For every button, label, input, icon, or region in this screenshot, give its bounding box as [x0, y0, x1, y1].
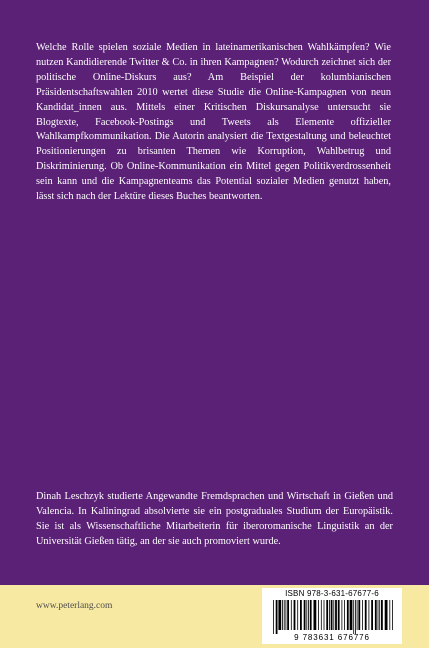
- barcode-bar: [286, 600, 287, 630]
- author-bio: Dinah Leschzyk studierte Angewandte Fremdsprachen und Wirtschaft in Gießen und Valencia. In Kaliningrad absolvierte sie ein postgraduales Studium der Europäistik. Sie ist als Wissenschaftliche Mitarbeiterin für iberoromanische Linguistik an der Universität Gießen tätig, an der sie auch promoviert wurde.: [36, 491, 393, 547]
- barcode-bar: [324, 600, 325, 630]
- barcode-bar: [381, 600, 383, 630]
- barcode-bar: [389, 600, 390, 630]
- publisher-url: www.peterlang.com: [36, 601, 113, 611]
- barcode-bar: [304, 600, 306, 630]
- barcode-bar: [347, 600, 349, 630]
- barcode-bar: [392, 600, 393, 630]
- barcode-bar: [321, 600, 322, 630]
- barcode-bar: [342, 600, 343, 630]
- barcode-bar: [362, 600, 363, 630]
- barcode-bar: [306, 600, 307, 630]
- barcode-bar: [287, 600, 289, 630]
- barcode-bar: [365, 600, 367, 630]
- barcode-bar: [333, 600, 334, 630]
- barcode-bar: [353, 600, 354, 634]
- barcode-bar: [379, 600, 380, 630]
- barcode-bar: [375, 600, 377, 630]
- barcode-bar: [371, 600, 373, 630]
- barcode-bar: [310, 600, 312, 630]
- barcode-bar: [335, 600, 337, 630]
- barcode-bar: [378, 600, 379, 630]
- barcode-bar: [291, 600, 292, 630]
- barcode-bar: [329, 600, 330, 630]
- blurb-text: Welche Rolle spielen soziale Medien in lateinamerikanischen Wahlkämpfen? Wie nutzen Kandidierende Twitter & Co. in ihren Kampagnen? Wodurch zeichnet sich der politische Online-Diskurs aus? Am Beispiel der kolumbianischen Präsidentschaftswahlen 2010 wertet diese Studie die Online-Kampagnen von neun Kandidat_innen aus. Mittels einer Kritischen Diskursanalyse untersucht sie Blogtexte, Facebook-Postings und Tweets als Elemente offizieller Wahlkampfkommunikation. Die Autorin analysiert die Textgestaltung und beleuchtet Positionierungen zu brisanten Themen wie Korruption, Wahlbetrug und Diskriminierung. Ob Online-Kommunikation ein Mittel gegen Politikverdrossenheit sein kann und die Kampagnenteams das Potential sozialer Medien genutzt haben, lässt sich nach der Lektüre dieses Buches beantworten.: [36, 42, 391, 203]
- barcode-bar: [294, 600, 296, 630]
- barcode-bar: [318, 600, 319, 630]
- barcode-bar: [282, 600, 283, 630]
- barcode-icon: [272, 600, 396, 634]
- barcode-bar: [273, 600, 274, 634]
- barcode-bar: [276, 600, 278, 634]
- barcode-bar: [284, 600, 285, 630]
- barcode-bar: [300, 600, 302, 630]
- barcode-bar: [350, 600, 353, 630]
- barcode-bar: [326, 600, 328, 630]
- barcode-digits: 9 783631 676776: [294, 633, 370, 642]
- isbn-label: ISBN 978-3-631-67677-6: [285, 589, 379, 598]
- barcode-bar: [278, 600, 281, 630]
- barcode-bar: [357, 600, 358, 630]
- barcode-bar: [314, 600, 317, 630]
- barcode-bar: [358, 600, 360, 630]
- barcode-bar: [385, 600, 388, 630]
- barcode-bar: [344, 600, 345, 630]
- barcode-bar: [308, 600, 309, 630]
- barcode-bar: [338, 600, 340, 630]
- barcode-bar: [331, 600, 333, 630]
- barcode-bar: [369, 600, 370, 630]
- isbn-barcode-box: [262, 588, 402, 644]
- barcode-bar: [297, 600, 298, 630]
- barcode-bar: [355, 600, 356, 634]
